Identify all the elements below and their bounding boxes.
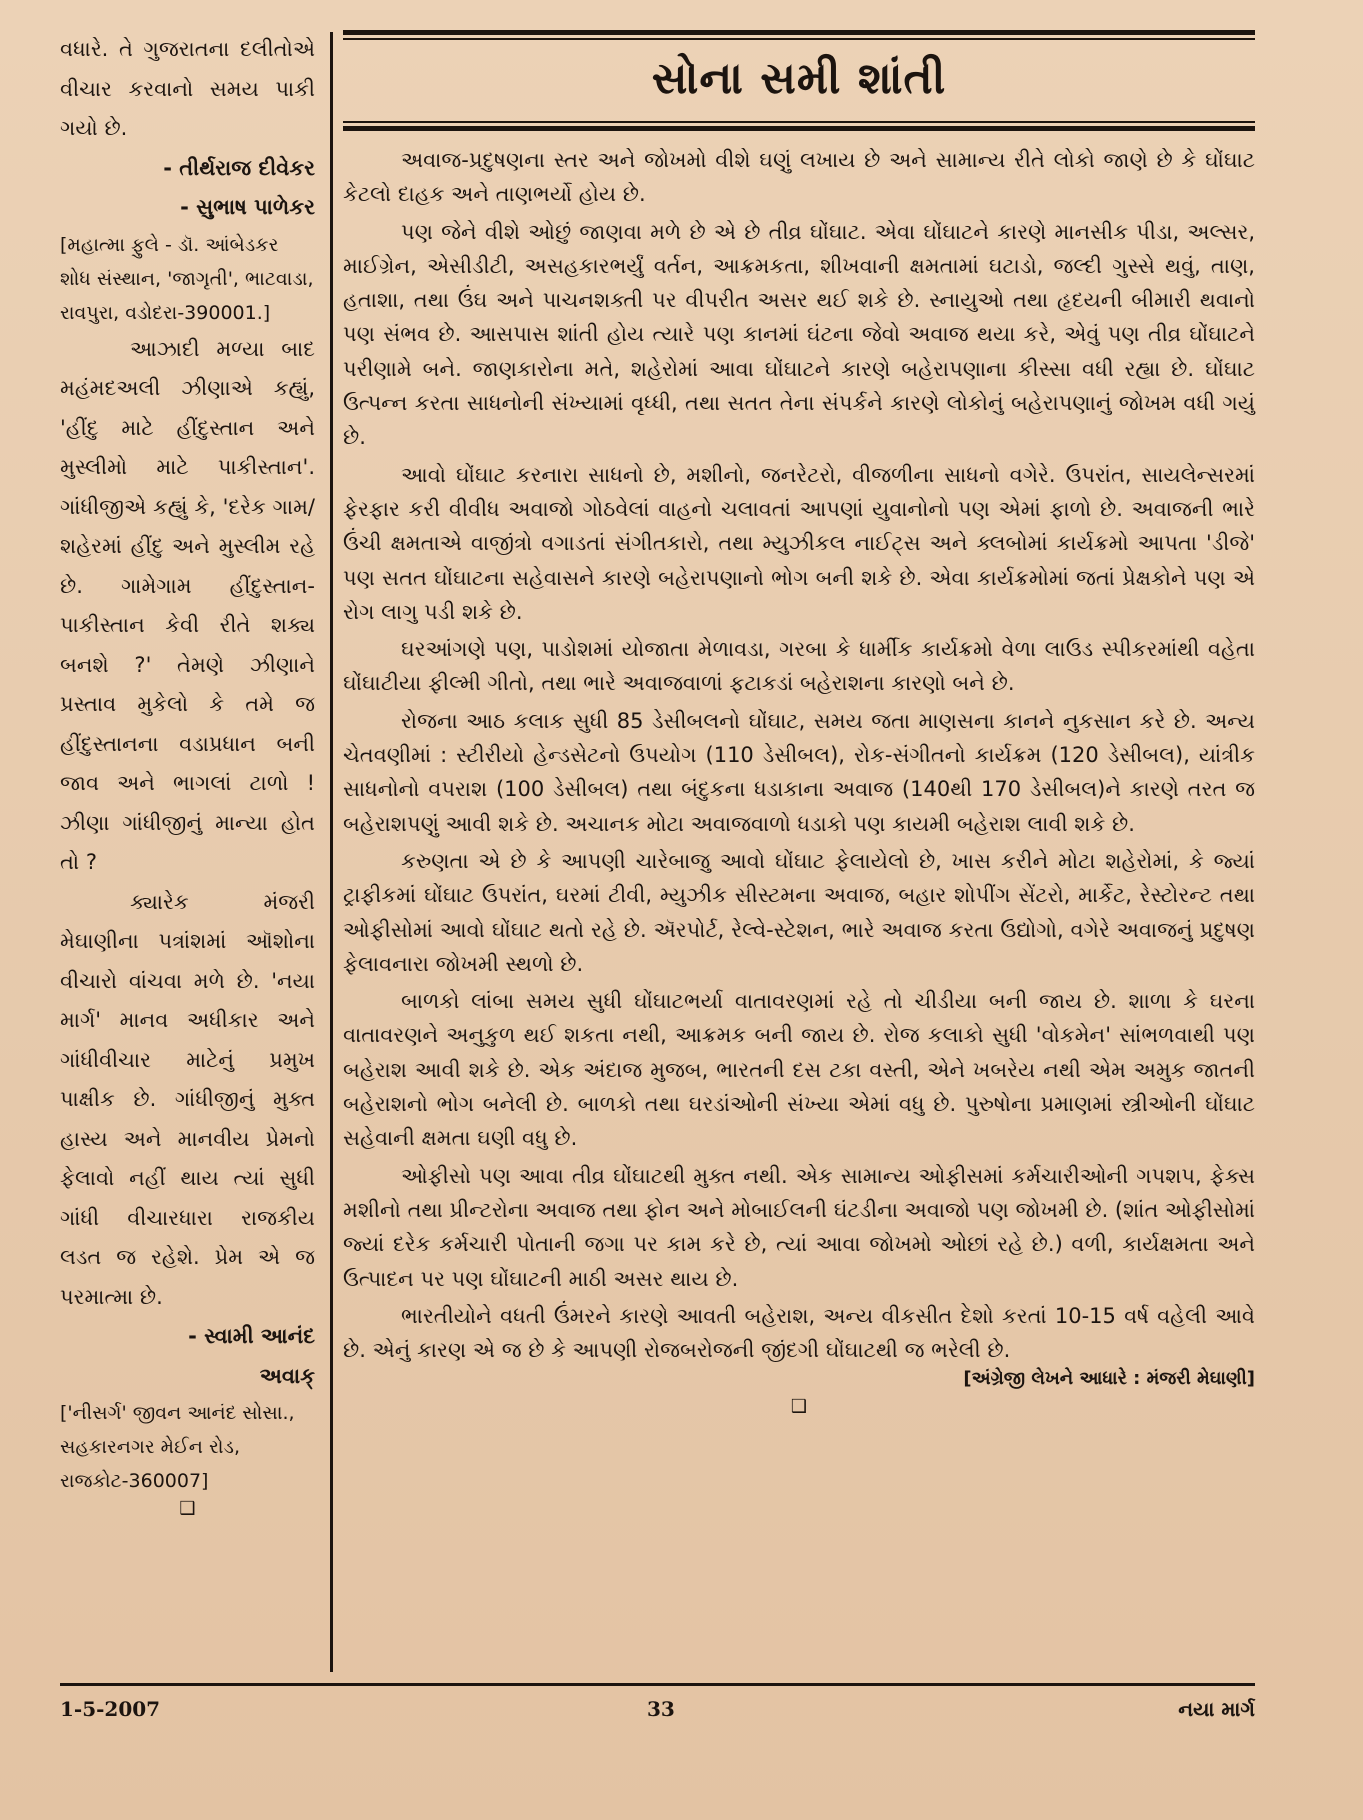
article-paragraph: કરુણતા એ છે કે આપણી ચારેબાજુ આવો ઘોંઘાટ ફેલાયેલો છે, ખાસ કરીને મોટા શહેરોમાં, કે જ્યાં ટ્રાફીકમાં ઘોંઘાટ ઉપરાંત, ઘરમાં ટીવી, મ્યુઝીક સીસ્ટમના અવાજ, બહાર શોપીંગ સેંટરો, માર્કેટ, રેસ્ટોરન્ટ તથા ઓફીસોમાં આવો ઘોંઘાટ થતો રહે છે. ઍરપોર્ટ, રેલ્વે-સ્ટેશન, ભારે અવાજ કરતા ઉદ્યોગો, વગેરે અવાજનું પ્રદુષણ ફેલાવનારા જોખમી સ્થળો છે.	[343, 848, 1255, 976]
article-body	[343, 143, 1255, 1367]
address-vadodara: [મહાત્મા ફુલે - ડૉ. આંબેડકર શોધ સંસ્થાન, 'જાગૃતી', ભાટવાડા, રાવપુરા, વડોદરા-390001.]	[60, 233, 314, 324]
signature-subhash: - સુભાષ પાળેકર	[180, 195, 315, 219]
article	[343, 30, 1255, 1680]
article-paragraph: રોજના આઠ કલાક સુધી 85 ડેસીબલનો ઘોંઘાટ, સમય જતા માણસના કાનને નુકસાન કરે છે. અન્ય ચેતવણીમાં : સ્ટીરીયો હેન્ડસેટનો ઉપયોગ (110 ડેસીબલ), રોક-સંગીતનો કાર્યક્રમ (120 ડેસીબલ), યાંત્રીક સાધનોનો વપરાશ (100 ડેસીબલ) તથા બંદુકના ધડાકાના અવાજ (140થી 170 ડેસીબલ)ને કારણે તરત જ બહેરાશપણું આવી શકે છે. અચાનક મોટા અવાજવાળો ધડાકો પણ કાયમી બહેરાશ લાવી શકે છે.	[343, 708, 1255, 836]
article-paragraph: ભારતીયોને વધતી ઉંમરને કારણે આવતી બહેરાશ, અન્ય વીકસીત દેશો કરતાં 10-15 વર્ષ વહેલી આવે છે. એનું કારણ એ જ છે કે આપણી રોજબરોજની જીંદગી ઘોંઘાટથી જ ભરેલી છે.	[343, 1303, 1255, 1363]
article-title: સોના સમી શાંતી	[651, 53, 947, 104]
article-paragraph: ઓફીસો પણ આવા તીવ્ર ઘોંઘાટથી મુક્ત નથી. એક સામાન્ય ઓફીસમાં કર્મચારીઓની ગપશપ, ફેક્સ મશીનો તથા પ્રીન્ટરોના અવાજ તથા ફોન અને મોબાઈલની ઘંટડીના અવાજો પણ જોખમી છે. (શાંત ઓફીસોમાં જ્યાં દરેક કર્મચારી પોતાની જગા પર કામ કરે છે, ત્યાં આવા જોખમો ઓછાં રહે છે.) વળી, કાર્યક્ષમતા અને ઉત્પાદન પર પણ ઘોંઘાટની માઠી અસર થાય છે.	[343, 1163, 1255, 1291]
magazine-name: નયા માર્ગ	[1178, 1697, 1255, 1721]
issue-date: 1-5-2007	[60, 1697, 161, 1721]
signature-avak: અવાક્	[259, 1363, 315, 1388]
article-paragraph: આવો ઘોંઘાટ કરનારા સાધનો છે, મશીનો, જનરેટરો, વીજળીના સાધનો વગેરે. ઉપરાંત, સાયલેન્સરમાં ફેરફાર કરી વીવીધ અવાજો ગોઠવેલાં વાહનો ચલાવતાં આપણાં યુવાનોનો પણ એમાં ફાળો છે. અવાજની ભારે ઉંચી ક્ષમતાએ વાજીંત્રો વગાડતાં સંગીતકારો, તથા મ્યુઝીકલ નાઈટ્સ અને ક્લબોમાં કાર્યક્રમો આપતા 'ડીજે' પણ સતત ઘોંઘાટના સહેવાસને કારણે બહેરાપણાનો ભોગ બની શકે છે. એવા કાર્યક્રમોમાં જતાં પ્રેક્ષકોને પણ એ રોગ લાગુ પડી શકે છે.	[343, 462, 1255, 624]
left-column	[60, 30, 315, 1680]
title-rule-bottom-thin	[343, 121, 1255, 123]
signature-tirthraj: - તીર્થરાજ દીવેકર	[163, 155, 315, 180]
footer-rule	[60, 1683, 1255, 1686]
left-paragraph-3: ક્યારેક મંજરી મેઘાણીના પત્રાંશમાં ઑશોના વીચારો વાંચવા મળે છે. 'નયા માર્ગ' માનવ અધીકાર અને ગાંધીવીચાર માટેનું પ્રમુખ પાક્ષીક છે. ગાંધીજીનું મુક્ત હાસ્ય અને માનવીય પ્રેમનો ફેલાવો નહીં થાય ત્યાં સુધી ગાંધી વીચારધારા રાજકીય લડત જ રહેશે. પ્રેમ એ જ પરમાત્મા છે.	[60, 889, 315, 1309]
column-divider	[330, 32, 333, 1672]
signature-swami-anand: - સ્વામી આનંદ	[188, 1324, 315, 1348]
page-footer	[60, 1697, 1255, 1731]
left-paragraph-1: વધારે. તે ગુજરાતના દલીતોએ વીચાર કરવાનો સમય પાકી ગયો છે.	[60, 37, 315, 140]
article-paragraph: પણ જેને વીશે ઓછું જાણવા મળે છે એ છે તીવ્ર ઘોંઘાટ. એવા ઘોંઘાટને કારણે માનસીક પીડા, અલ્સર, માઈગ્રેન, એસીડીટી, અસહકારભર્યું વર્તન, આક્રમકતા, શીખવાની ક્ષમતામાં ઘટાડો, જલ્દી ગુસ્સે થવું, તાણ, હતાશા, તથા ઉંઘ અને પાચનશક્તી પર વીપરીત અસર થઈ શકે છે. સ્નાયુઓ તથા હૃદયની બીમારી થવાનો પણ સંભવ છે. આસપાસ શાંતી હોય ત્યારે પણ કાનમાં ઘંટના જેવો અવાજ થયા કરે, એવું પણ તીવ્ર ઘોંઘાટને પરીણામે બને. જાણકારોના મતે, શહેરોમાં આવા ઘોંઘાટને કારણે બહેરાપણાના કીસ્સા વધી રહ્યા છે. ઘોંઘાટ ઉત્પન્ન કરતા સાધનોની સંખ્યામાં વૃધ્ધી, તથા સતત તેના સંપર્કને કારણે લોકોનું બહેરાપણાનું જોખમ વધી ગયું છે.	[343, 219, 1255, 450]
end-box-icon: ❑	[179, 1498, 196, 1519]
article-paragraph: બાળકો લાંબા સમય સુધી ઘોંઘાટભર્યા વાતાવરણમાં રહે તો ચીડીયા બની જાય છે. શાળા કે ઘરના વાતાવરણને અનુકુળ થઈ શકતા નથી, આક્રમક બની જાય છે. રોજ કલાકો સુધી 'વોકમેન' સાંભળવાથી પણ બહેરાશ આવી શકે છે. એક અંદાજ મુજબ, ભારતની દસ ટકા વસ્તી, એને ખબરેય નથી એમ અમુક જાતની બહેરાશનો ભોગ બનેલી છે. બાળકો તથા ઘરડાંઓની સંખ્યા એમાં વધુ છે. પુરુષોના પ્રમાણમાં સ્ત્રીઓની ઘોંઘાટ સહેવાની ક્ષમતા ઘણી વધુ છે.	[343, 989, 1255, 1151]
left-paragraph-2: આઝાદી મળ્યા બાદ મહંમદઅલી ઝીણાએ કહ્યું, 'હીંદુ માટે હીંદુસ્તાન અને મુસ્લીમો માટે પાકીસ્તાન'. ગાંધીજીએ કહ્યું કે, 'દરેક ગામ/શહેરમાં હીંદુ અને મુસ્લીમ રહે છે. ગામેગામ હીંદુસ્તાન-પાકીસ્તાન કેવી રીતે શક્ય બનશે ?' તેમણે ઝીણાને પ્રસ્તાવ મુકેલો કે તમે જ હીંદુસ્તાનના વડાપ્રધાન બની જાવ અને ભાગલાં ટાળો ! ઝીણા ગાંધીજીનું માન્યા હોત તો ?	[60, 336, 315, 874]
article-paragraph: ઘરઆંગણે પણ, પાડોશમાં યોજાતા મેળાવડા, ગરબા કે ધાર્મીક કાર્યક્રમો વેળા લાઉડ સ્પીકરમાંથી વહેતા ઘોંઘાટીયા ફીલ્મી ગીતો, તથા ભારે અવાજવાળાં ફટાકડાં બહેરાશના કારણો બને છે.	[343, 637, 1255, 696]
address-rajkot: ['નીસર્ગ' જીવન આનંદ સોસા., સહકારનગર મેઈન રોડ, રાજકોટ-360007]	[60, 1402, 295, 1492]
page-number: 33	[647, 1697, 675, 1721]
end-box-icon: ❑	[790, 1396, 808, 1418]
title-rule-top	[343, 30, 1255, 35]
title-rule-bottom	[343, 126, 1255, 131]
article-paragraph: અવાજ-પ્રદુષણના સ્તર અને જોખમો વીશે ઘણું લખાય છે અને સામાન્ય રીતે લોકો જાણે છે કે ઘોંઘાટ કેટલો દાહક અને તાણભર્યો હોય છે.	[343, 148, 1255, 207]
article-attribution: [અંગ્રેજી લેખને આધારે : મંજરી મેઘાણી]	[963, 1368, 1255, 1390]
